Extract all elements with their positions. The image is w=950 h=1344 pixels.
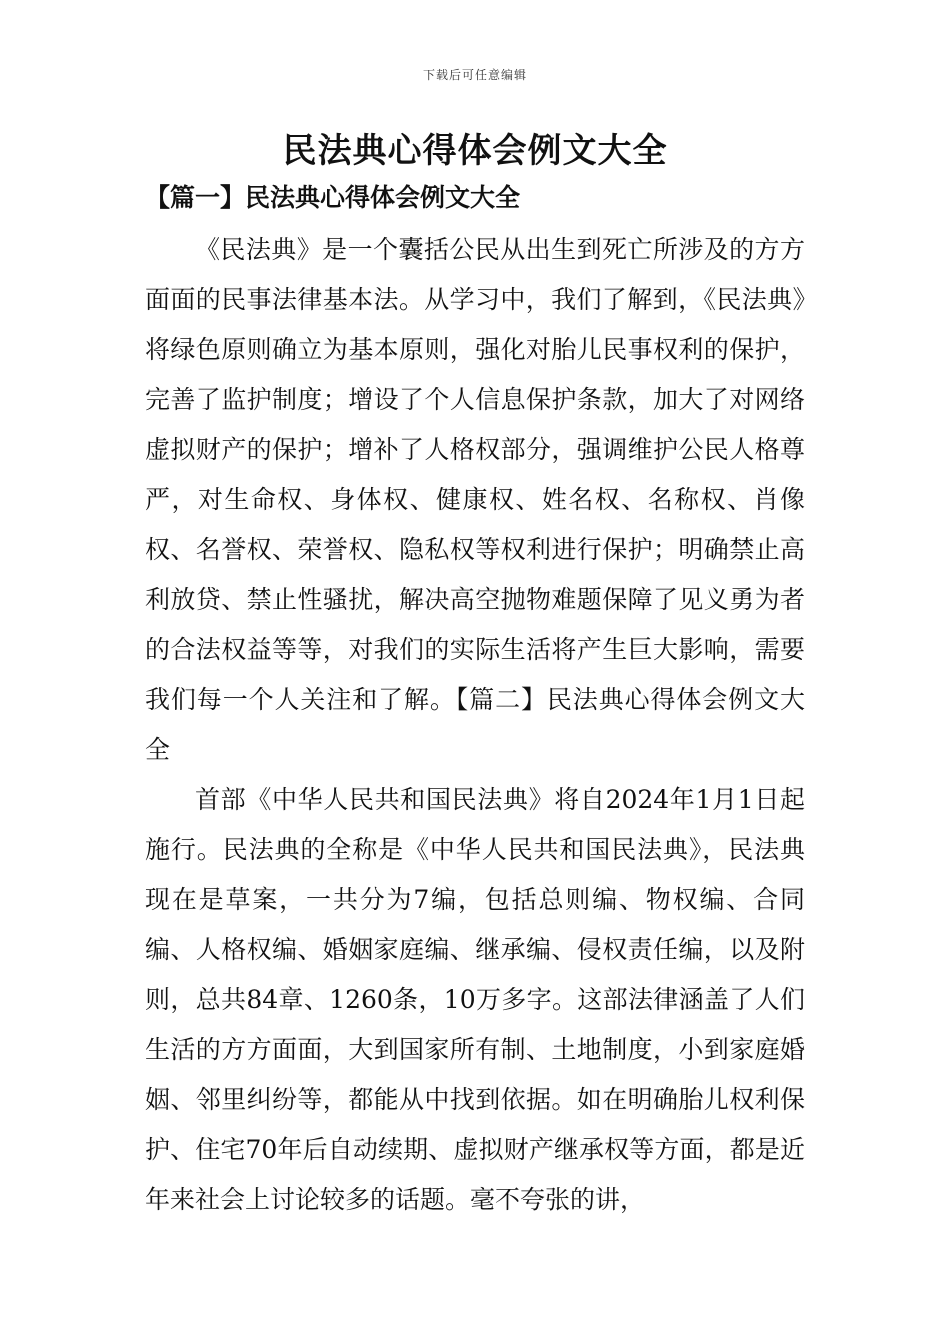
paragraph-2: 首部《中华人民共和国民法典》将自2024年1月1日起施行。民法典的全称是《中华人民共和国民法典》，民法典现在是草案，一共分为7编，包括总则编、物权编、合同编、人格权编、婚姻家庭编、继承编、侵权责任编，以及附则，总共84章、1260条，10万多字。这部法律涵盖了人们生活的方方面面，大到国家所有制、土地制度，小到家庭婚姻、邻里纠纷等，都能从中找到依据。如在明确胎儿权利保护、住宅70年后自动续期、虚拟财产继承权等方面，都是近年来社会上讨论较多的话题。毫不夸张的讲，	[145, 785, 805, 1214]
section-2-heading: 【篇二】民法典心得体会例文大全	[145, 685, 805, 764]
paragraph-1	[145, 225, 805, 775]
document-title: 民法典心得体会例文大全	[282, 131, 668, 171]
section-1-heading: 【篇一】民法典心得体会例文大全	[145, 183, 521, 212]
paragraph-1-text: 《民法典》是一个囊括公民从出生到死亡所涉及的方方面面的民事法律基本法。从学习中，我们了解到，《民法典》将绿色原则确立为基本原则，强化对胎儿民事权利的保护，完善了监护制度；增设了个人信息保护条款，加大了对网络虚拟财产的保护；增补了人格权部分，强调维护公民人格尊严，对生命权、身体权、健康权、姓名权、名称权、肖像权、名誉权、荣誉权、隐私权等权利进行保护；明确禁止高利放贷、禁止性骚扰，解决高空抛物难题保障了见义勇为者的合法权益等等，对我们的实际生活将产生巨大影响，需要我们每一个人关注和了解。	[145, 235, 805, 714]
header-note: 下载后可任意编辑	[422, 68, 527, 82]
document-body	[145, 225, 805, 1225]
